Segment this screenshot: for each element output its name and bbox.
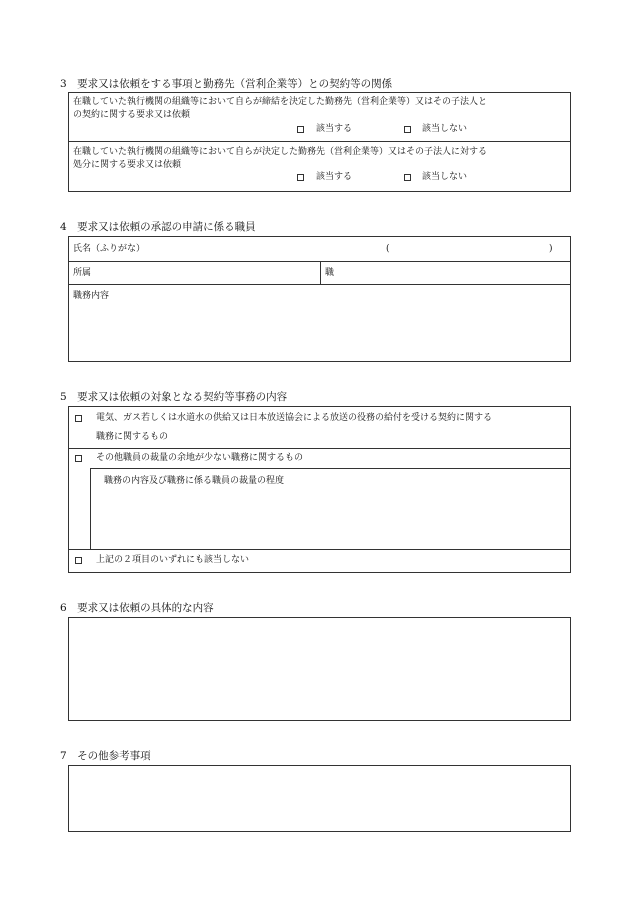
s3-row1-text-line1: 在職していた執行機関の組織等において自らが締結を決定した勤務先（営利企業等）又はその子法人と [73, 97, 488, 107]
s5-opt1-checkbox[interactable] [75, 415, 82, 422]
name-paren-open: ( [386, 244, 390, 254]
section-5-heading: 5 要求又は依頼の対象となる契約等事務の内容 [60, 391, 288, 403]
s5-subbox-top [90, 468, 571, 469]
section-7-input-box[interactable] [68, 765, 571, 832]
section-6-input-box[interactable] [68, 617, 571, 721]
s5-opt1-line2: 職務に関するもの [96, 432, 169, 442]
s3-row2-yes-label: 該当する [316, 172, 353, 182]
s3-row2-text-line1: 在職していた執行機関の組織等において自らが決定した勤務先（営利企業等）又はその子法人に対する [73, 147, 488, 157]
s3-row1-yes-label: 該当する [316, 124, 353, 134]
s3-row2-no-checkbox[interactable] [404, 174, 411, 181]
section-4-heading: 4 要求又は依頼の承認の申請に係る職員 [60, 221, 256, 233]
duties-label: 職務内容 [73, 291, 110, 301]
s5-opt3-label: 上記の２項目のいずれにも該当しない [96, 555, 250, 565]
s4-divider-2 [68, 284, 571, 285]
section-3-row-divider [68, 141, 571, 142]
s5-opt2-label: その他職員の裁量の余地が少ない職務に関するもの [96, 453, 304, 463]
section-7-heading: 7 その他参考事項 [60, 750, 151, 762]
s5-opt1-line1: 電気、ガス若しくは水道水の供給又は日本放送協会による放送の役務の給付を受ける契約に関する [96, 413, 493, 423]
s3-row2-text-line2: 処分に関する要求又は依頼 [73, 160, 182, 170]
s5-opt2-sub-label: 職務の内容及び職務に係る職員の裁量の程度 [104, 476, 285, 486]
s5-opt3-checkbox[interactable] [75, 557, 82, 564]
s3-row2-no-label: 該当しない [422, 172, 468, 182]
s3-row1-no-label: 該当しない [422, 124, 468, 134]
name-paren-close: ) [549, 244, 553, 254]
s4-col-divider [320, 261, 321, 284]
position-label: 職 [325, 268, 335, 278]
s5-divider-1 [68, 448, 571, 449]
s3-row2-yes-checkbox[interactable] [297, 174, 304, 181]
s5-subbox-left [90, 468, 91, 549]
s3-row1-no-checkbox[interactable] [404, 126, 411, 133]
s3-row1-text-line2: の契約に関する要求又は依頼 [73, 110, 191, 120]
section-3-heading: 3 要求又は依頼をする事項と勤務先（営利企業等）との契約等の関係 [60, 78, 393, 90]
section-6-heading: 6 要求又は依頼の具体的な内容 [60, 602, 214, 614]
s3-row1-yes-checkbox[interactable] [297, 126, 304, 133]
name-label: 氏名（ふりがな） [73, 244, 146, 254]
s5-divider-2 [68, 549, 571, 550]
s5-opt2-checkbox[interactable] [75, 455, 82, 462]
affiliation-label: 所属 [73, 268, 92, 278]
